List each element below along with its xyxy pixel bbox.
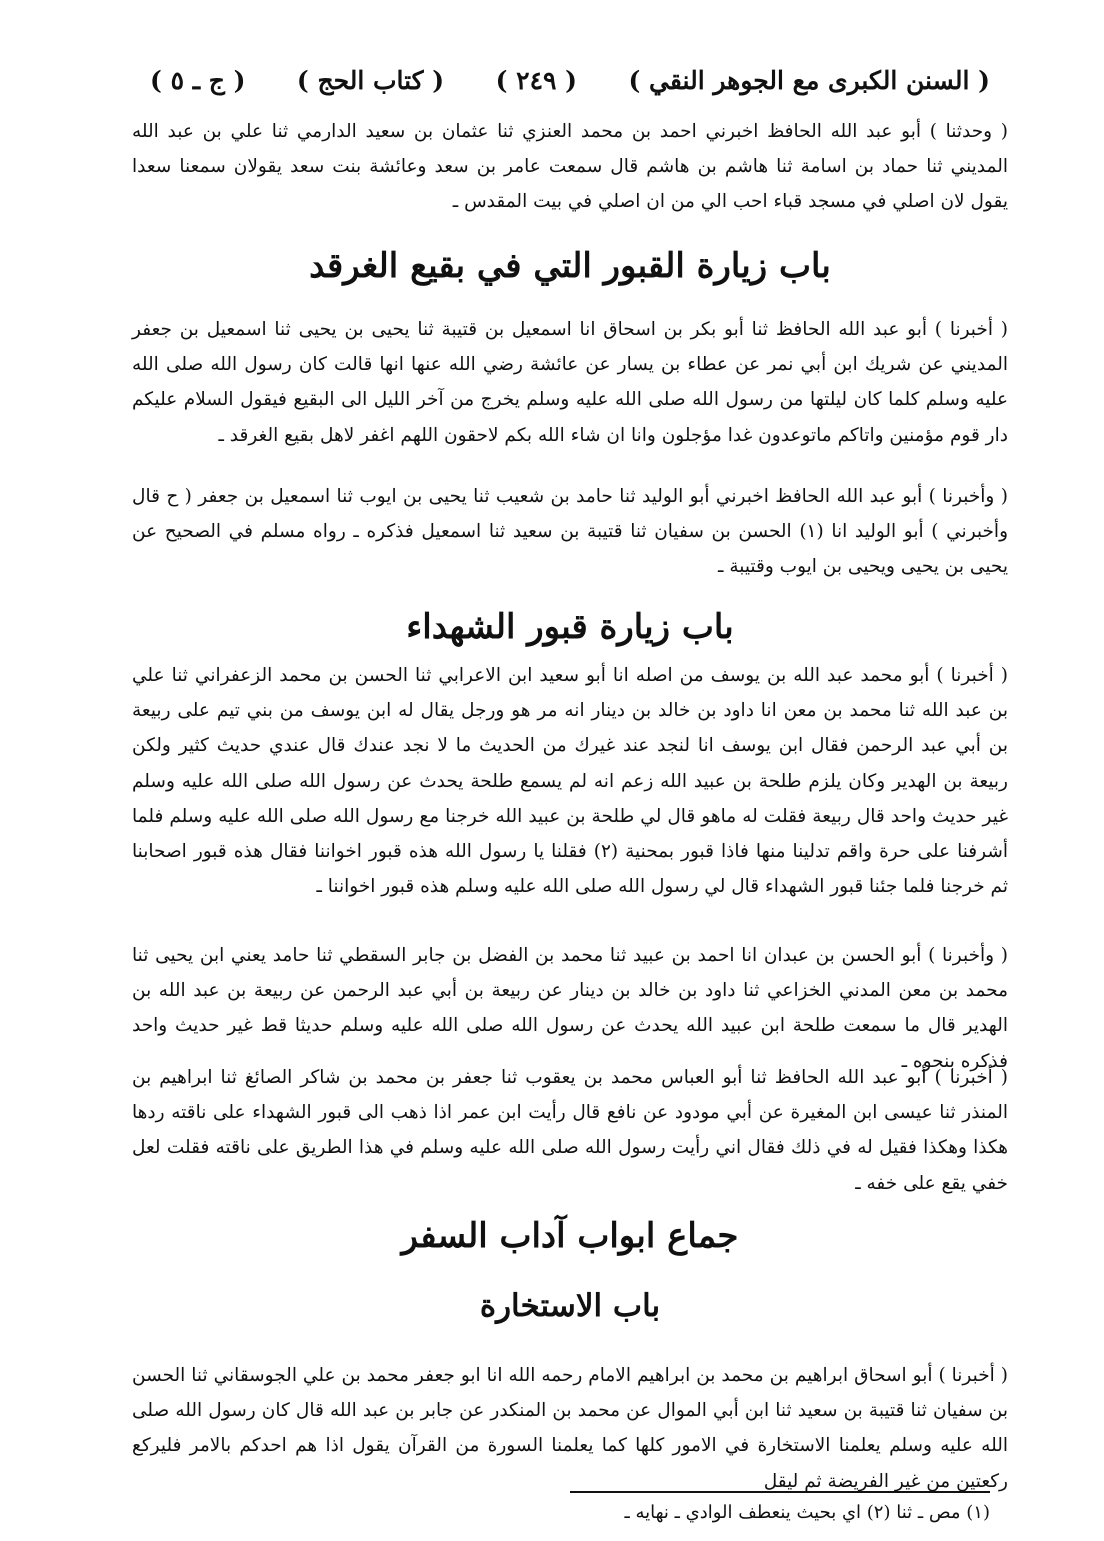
paragraph-aisha-baqi: ( أخبرنا ) أبو عبد الله الحافظ ثنا أبو بكر بن اسحاق انا اسمعيل بن قتيبة ثنا يحيى بن يحيى ثنا اسمعيل بن جعفر المديني عن شريك ابن أبي نمر عن عطاء بن يسار عن عائشة رضي الله عنها انها قالت كان رسول الله صلى الله عليه وسلم كلما كان ليلتها من رسول الله صلى الله عليه وسلم يخرج من آخر الليل الى البقيع فيقول السلام عليكم دار قوم مؤمنين واتاكم ماتوعدون غدا مؤجلون وانا ان شاء الله بكم لاحقون اللهم اغفر لاهل بقيع الغرقد ـ	[132, 319, 1008, 446]
paragraph-ibn-umar: ( أخبرنا ) أبو عبد الله الحافظ ثنا أبو العباس محمد بن يعقوب ثنا جعفر بن محمد بن شاكر الصائغ ثنا ابراهيم بن المنذر ثنا عيسى ابن المغيرة عن أبي مودود عن نافع قال رأيت ابن عمر اذا ذهب الى قبور الشهداء على ناقته ردها هكذا وهكذا فقيل له في ذلك فقال اني رأيت رسول الله صلى الله عليه وسلم في هذا الطريق على ناقته فقلت لعل خفي يقع على خفه ـ	[132, 1067, 1008, 1194]
paragraph-opening: ( وحدثنا ) أبو عبد الله الحافظ اخبرني احمد بن محمد العنزي ثنا عثمان بن سعيد الدارمي ثنا علي بن عبد الله المديني ثنا حماد بن اسامة ثنا هاشم بن هاشم قال سمعت عامر بن سعد وعائشة بنت سعد يقولان سمعنا سعدا يقول لان اصلي في مسجد قباء احب الي من ان اصلي في بيت المقدس ـ	[132, 121, 1008, 213]
section-heading-istikhara: باب الاستخارة	[479, 1288, 661, 1324]
running-header	[150, 58, 990, 102]
paragraph-istikhara: ( أخبرنا ) أبو اسحاق ابراهيم بن محمد بن ابراهيم الامام رحمه الله انا ابو جعفر محمد بن علي الجوسقاني ثنا الحسن بن سفيان ثنا قتيبة بن سعيد ثنا ابن أبي الموال عن محمد بن المنكدر عن جابر بن عبد الله قال كان رسول الله صلى الله عليه وسلم يعلمنا الاستخارة في الامور كلها كما يعلمنا السورة من القرآن يقول اذا هم احدكم بالامر فليركع ركعتين من غير الفريضة ثم ليقل	[132, 1365, 1008, 1492]
paragraph-muslim-narration: ( وأخبرنا ) أبو عبد الله الحافظ اخبرني أبو الوليد ثنا حامد بن شعيب ثنا يحيى بن ايوب ثنا اسمعيل بن جعفر ( ح قال وأخبرني ) أبو الوليد انا (١) الحسن بن سفيان ثنا قتيبة بن سعيد ثنا اسمعيل فذكره ـ رواه مسلم في الصحيح عن يحيى بن يحيى ويحيى بن ايوب وقتيبة ـ	[132, 486, 1008, 578]
book-title: ( السنن الكبرى مع الجوهر النقي )	[628, 65, 990, 95]
section-heading-baqi: باب زيارة القبور التي في بقيع الغرقد	[309, 246, 831, 286]
footnote-divider	[570, 1491, 990, 1493]
paragraph-talha-hadith: ( أخبرنا ) أبو محمد عبد الله بن يوسف من اصله انا أبو سعيد ابن الاعرابي ثنا الحسن بن محمد الزعفراني ثنا علي بن عبد الله ثنا محمد بن معن انا داود بن خالد بن دينار انه مر هو ورجل يقال له ابن يوسف من بني تيم على ربيعة بن أبي عبد الرحمن فقال ابن يوسف انا لنجد عند غيرك من الحديث ما لا نجد عندك قال عندي حديث كثير ولكن ربيعة بن الهدير وكان يلزم طلحة بن عبيد الله زعم انه لم يسمع طلحة يحدث عن رسول الله صلى الله عليه وسلم غير حديث واحد قال ربيعة فقلت له ماهو قال لي طلحة بن عبيد الله خرجنا مع رسول الله صلى الله عليه وسلم فلما أشرفنا على حرة واقم تدلينا منها فاذا قبور بمحنية (٢) فقلنا يا رسول الله هذه قبور اخواننا فقال هذه قبور اصحابنا ثم خرجنا فلما جئنا قبور الشهداء قال لي رسول الله صلى الله عليه وسلم هذه قبور اخواننا ـ	[132, 665, 1008, 898]
footnote: (١) مص ـ ثنا (٢) اي بحيث ينعطف الوادي ـ نهايه ـ	[624, 1502, 990, 1523]
page-number: ( ٢٤٩ )	[495, 65, 578, 95]
volume-number: ( ج ـ ٥ )	[150, 65, 246, 95]
chapter-title: ( كتاب الحج )	[296, 65, 445, 95]
section-heading-safar: جماع ابواب آداب السفر	[401, 1216, 739, 1256]
paragraph-ibn-abdan: ( وأخبرنا ) أبو الحسن بن عبدان انا احمد بن عبيد ثنا محمد بن الفضل بن جابر السقطي ثنا حامد يعني ابن يحيى ثنا محمد بن معن المدني الخزاعي ثنا داود بن خالد بن دينار عن ربيعة بن أبي عبد الرحمن عن ربيعة بن عبد الله بن الهدير قال ما سمعت طلحة ابن عبيد الله يحدث عن رسول الله صلى الله عليه وسلم حديثا قط غير حديث واحد فذكره بنحوه ـ	[132, 945, 1008, 1072]
section-heading-shuhada: باب زيارة قبور الشهداء	[406, 607, 734, 647]
